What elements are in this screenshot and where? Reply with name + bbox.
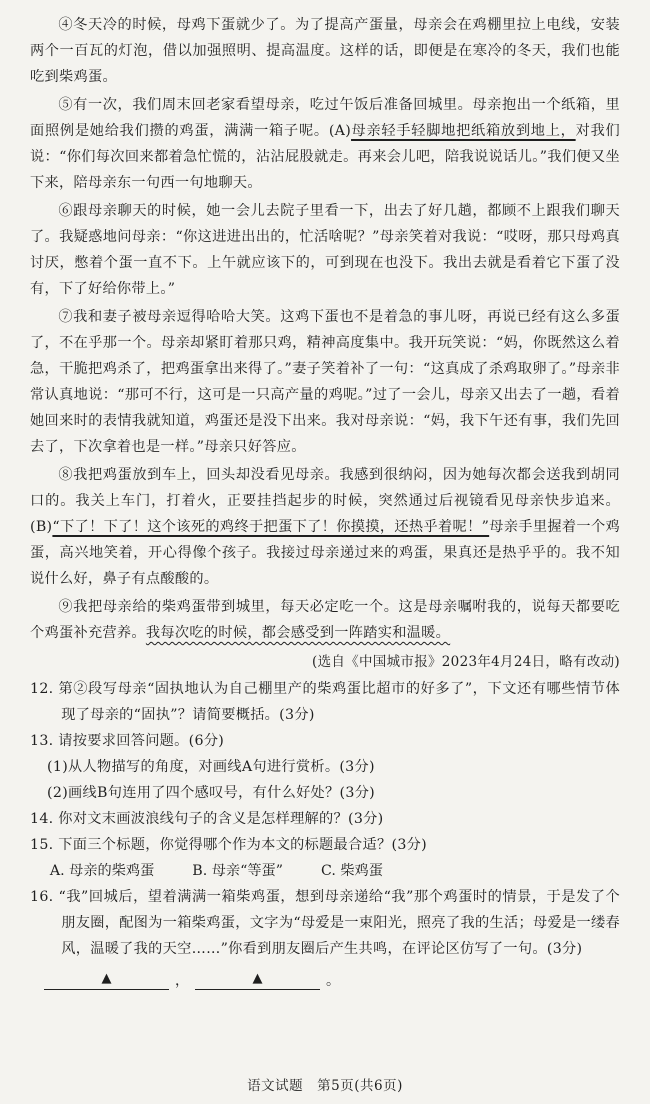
answer-blank-1: ▲ <box>44 971 169 990</box>
option-b: B. 母亲“等蛋” <box>192 863 283 879</box>
blank-separator: ， <box>175 973 189 989</box>
wavy-underlined-sentence: 我每次吃的时候，都会感受到一阵踏实和温暖。 <box>145 625 451 641</box>
question-13-part-2: (2)画线B句连用了四个感叹号，有什么好处？(3分) <box>47 785 376 801</box>
p5-text-after: 对我们说：“你们每次回来都着急忙慌的，沾沾屁股就走。再来会儿吧，陪我说说话儿。”我们便又坐下来，陪母亲东一句西一句地聊天。 <box>30 123 620 191</box>
p8-text-after: 母亲手里握着一个鸡蛋，高兴地笑着，开心得像个孩子。我接过母亲递过来的鸡蛋，果真还是热乎乎的。我不知说什么好，鼻子有点酸酸的。 <box>30 519 620 587</box>
question-15: 15. 下面三个标题，你觉得哪个作为本文的标题最合适？(3分) <box>30 837 427 853</box>
passage-paragraph-7: ⑦我和妻子被母亲逗得哈哈大笑。这鸡下蛋也不是着急的事儿呀，再说已经有这么多蛋了，不在乎那一个。母亲却紧盯着那只鸡，精神高度集中。我开玩笑说：“妈，你既然这么着急，干脆把鸡杀了，把鸡蛋拿出来得了。”妻子笑着补了一句：“这真成了杀鸡取卵了。”母亲非常认真地说：“那可不行，这可是一只高产量的鸡呢。”过了一会儿，母亲又出去了一趟，看着她回来时的表情我就知道，鸡蛋还是没下出来。我对母亲说：“妈，我下午还有事，我们先回去了，下次拿着也是一样。”母亲只好答应。 <box>30 309 620 455</box>
blank-end-mark: 。 <box>326 973 340 989</box>
passage-paragraph-6: ⑥跟母亲聊天的时候，她一会儿去院子里看一下，出去了好几趟，都顾不上跟我们聊天了。我疑惑地问母亲：“你这进进出出的，忙活啥呢？”母亲笑着对我说：“哎呀，那只母鸡真讨厌，憋着个蛋一直不下。上午就应该下的，可到现在也没下。我出去就是看着它下蛋了没有，下了好给你带上。” <box>30 203 620 297</box>
answer-blank-2: ▲ <box>195 971 320 990</box>
passage-paragraph-8 <box>30 462 620 592</box>
answer-blank-line <box>44 970 620 990</box>
p5-text-before: ⑤有一次，我们周末回老家看望母亲，吃过午饭后准备回城里。母亲抱出一个纸箱，里面照例是她给我们攒的鸡蛋，满满一箱子呢。(A) <box>30 97 620 139</box>
underlined-sentence-a: 母亲轻手轻脚地把纸箱放到地上， <box>351 123 576 139</box>
underlined-sentence-b: “下了！下了！这个该死的鸡终于把蛋下了！你摸摸，还热乎着呢！” <box>52 519 490 535</box>
page-footer: 语文试题 第5页(共6页) <box>247 1078 403 1094</box>
p8-text-before: ⑧我把鸡蛋放到车上，回头却没看见母亲。我感到很纳闷，因为她每次都会送我到胡同口的。我关上车门，打着火，正要挂挡起步的时候，突然通过后视镜看见母亲快步追来。(B) <box>30 467 620 535</box>
question-13-part-1: (1)从人物描写的角度，对画线A句进行赏析。(3分) <box>47 759 375 775</box>
question-12: 12. 第②段写母亲“固执地认为自己棚里产的柴鸡蛋比超市的好多了”，下文还有哪些情节体现了母亲的“固执”？请简要概括。(3分) <box>30 681 620 723</box>
question-16: 16. “我”回城后，望着满满一箱柴鸡蛋，想到母亲递给“我”那个鸡蛋时的情景，于是发了个朋友圈，配图为一箱柴鸡蛋，文字为“母爱是一束阳光，照亮了我的生活；母爱是一缕春风，温暖了我的天空……”你看到朋友圈后产生共鸣，在评论区仿写了一句。(3分) <box>30 889 620 957</box>
passage-paragraph-5 <box>30 92 620 196</box>
question-13: 13. 请按要求回答问题。(6分) <box>30 733 225 749</box>
option-c: C. 柴鸡蛋 <box>320 863 383 879</box>
passage-paragraph-9 <box>30 594 620 646</box>
passage-paragraph-4: ④冬天冷的时候，母鸡下蛋就少了。为了提高产蛋量，母亲会在鸡棚里拉上电线，安装两个一百瓦的灯泡，借以加强照明、提高温度。这样的话，即便是在寒冷的冬天，我们也能吃到柴鸡蛋。 <box>30 17 620 85</box>
passage-source: (选自《中国城市报》2023年4月24日，略有改动) <box>312 654 620 670</box>
question-14: 14. 你对文末画波浪线句子的含义是怎样理解的？(3分) <box>30 811 384 827</box>
question-15-options <box>30 858 620 884</box>
p9-text-before: ⑨我把母亲给的柴鸡蛋带到城里，每天必定吃一个。这是母亲嘱咐我的，说每天都要吃个鸡蛋补充营养。 <box>30 599 620 641</box>
option-a: A. 母亲的柴鸡蛋 <box>49 863 155 879</box>
